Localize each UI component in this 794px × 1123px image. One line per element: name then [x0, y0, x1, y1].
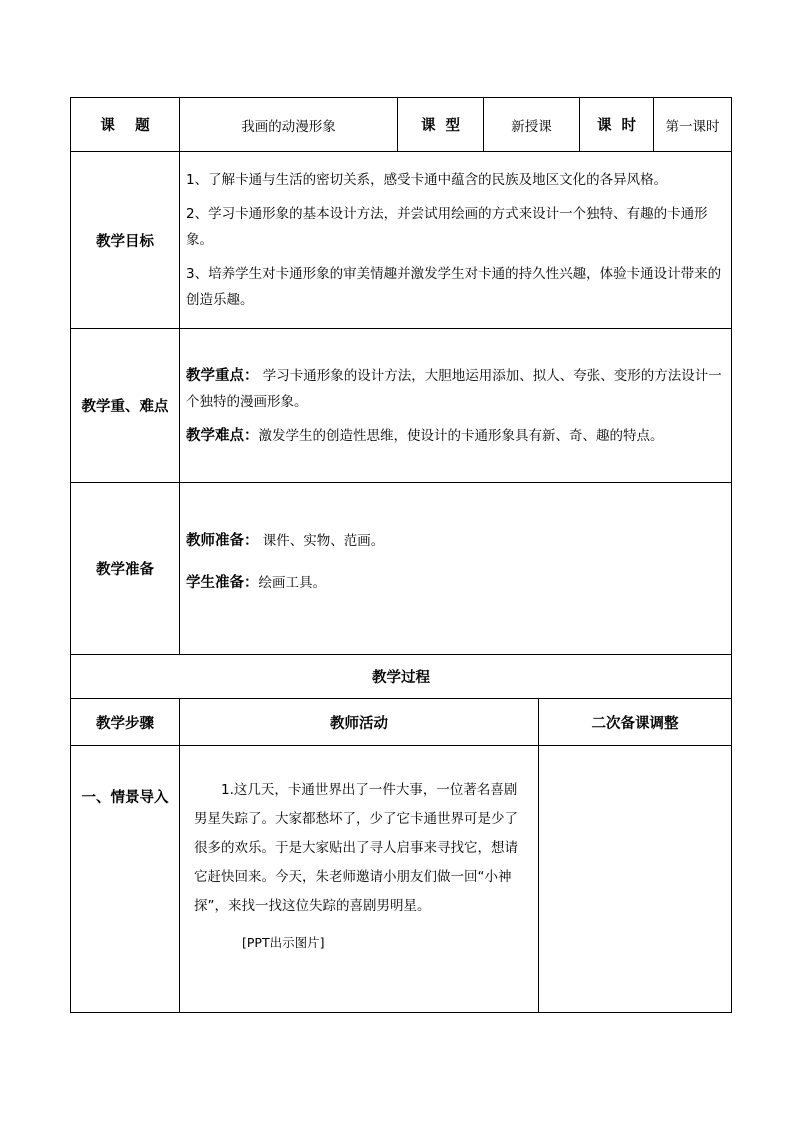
preparation-label: 教学准备	[71, 483, 180, 655]
difficulty-text: 激发学生的创造性思维，使设计的卡通形象具有新、奇、趣的特点。	[258, 427, 664, 444]
objective-item: 3、培养学生对卡通形象的审美情趣并激发学生对卡通的持久性兴趣，体验卡通设计带来的创造乐趣。	[186, 266, 722, 308]
preparation-content	[180, 483, 732, 655]
type-value: 新授课	[484, 98, 580, 152]
period-label: 课 时	[580, 98, 654, 152]
objective-item: 1、了解卡通与生活的密切关系，感受卡通中蕴含的民族及地区文化的各异风格。	[186, 172, 668, 188]
step-adjust	[539, 746, 732, 1013]
student-prep-label: 学生准备：	[186, 574, 259, 591]
period-value: 第一课时	[654, 98, 732, 152]
student-prep	[186, 570, 725, 596]
focus-paragraph	[186, 363, 725, 415]
process-title: 教学过程	[71, 655, 732, 699]
objectives-row	[71, 152, 732, 329]
step-note: [PPT出示图片]	[242, 935, 325, 950]
process-title-row	[71, 655, 732, 699]
step-activity	[180, 746, 539, 1013]
preparation-row	[71, 483, 732, 655]
topic-label: 课 题	[71, 98, 180, 152]
difficulty-label: 教学难点：	[186, 427, 259, 444]
teacher-prep	[186, 528, 725, 554]
teacher-prep-text: 课件、实物、范画。	[258, 532, 385, 549]
objective-item: 2、学习卡通形象的基本设计方法，并尝试用绘画的方式来设计一个独特、有趣的卡通形象。	[186, 206, 708, 248]
process-header-row	[71, 699, 732, 746]
col-steps-header: 教学步骤	[71, 699, 180, 746]
col-adjust-header: 二次备课调整	[539, 699, 732, 746]
lesson-plan-table	[70, 97, 732, 1013]
topic-value: 我画的动漫形象	[180, 98, 398, 152]
objectives-label: 教学目标	[71, 152, 180, 329]
student-prep-text: 绘画工具。	[258, 574, 326, 591]
step-row	[71, 746, 732, 1013]
key-points-row	[71, 329, 732, 483]
key-points-content	[180, 329, 732, 483]
step-name: 一、情景导入	[71, 746, 180, 1013]
header-row	[71, 98, 732, 152]
difficulty-paragraph	[186, 423, 725, 449]
focus-label: 教学重点：	[186, 367, 259, 384]
step-activity-text: 1.这几天，卡通世界出了一件大事，一位著名喜剧男星失踪了。大家都愁坏了，少了它卡通世界可是少了很多的欢乐。于是大家贴出了寻人启事来寻找它，想请它赶快回来。今天，朱老师邀请小朋友们做一回“小神探”，来找一找这位失踪的喜剧男明星。	[194, 782, 518, 914]
type-label: 课 型	[398, 98, 484, 152]
col-teacher-header: 教师活动	[180, 699, 539, 746]
teacher-prep-label: 教师准备：	[186, 532, 259, 549]
focus-text: 学习卡通形象的设计方法，大胆地运用添加、拟人、夸张、变形的方法设计一个独特的漫画形象。	[186, 367, 722, 410]
objectives-content	[180, 152, 732, 329]
key-points-label: 教学重、难点	[71, 329, 180, 483]
